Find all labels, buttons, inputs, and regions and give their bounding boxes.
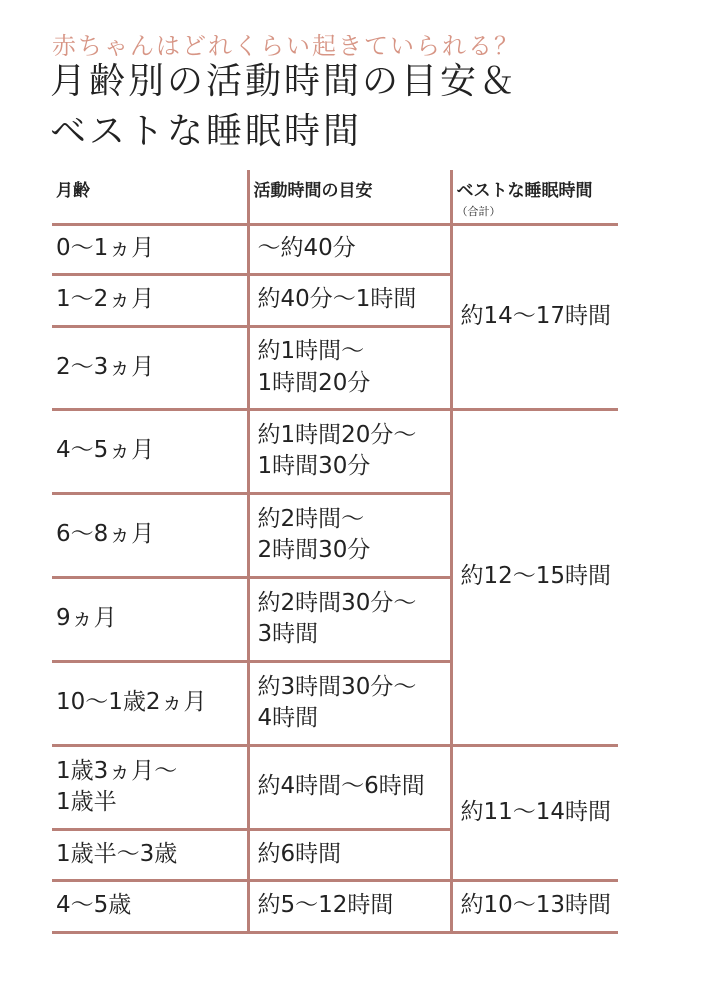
age-cell: 2〜3ヵ月 bbox=[52, 326, 248, 409]
header-activity bbox=[248, 170, 451, 224]
header-age-label: 月齢 bbox=[56, 181, 90, 201]
header-activity-label: 活動時間の目安 bbox=[253, 181, 373, 201]
activity-cell: 約4時間〜6時間 bbox=[248, 745, 451, 829]
header-age bbox=[52, 170, 248, 224]
activity-cell: 〜約40分 bbox=[248, 224, 451, 274]
title-line-2: ベストな睡眠時間 bbox=[50, 111, 363, 152]
sleep-cell: 約14〜17時間 bbox=[451, 224, 618, 409]
age-cell: 4〜5ヵ月 bbox=[52, 409, 248, 493]
sleep-cell: 約10〜13時間 bbox=[451, 880, 618, 932]
activity-cell: 約5〜12時間 bbox=[248, 880, 451, 932]
header-sleep-label: ベストな睡眠時間 bbox=[456, 181, 593, 201]
table-header-row bbox=[52, 170, 618, 224]
table-row bbox=[52, 745, 618, 829]
subtitle: 赤ちゃんはどれくらい起きていられる？ bbox=[52, 32, 520, 60]
age-cell: 1歳3ヵ月〜 1歳半 bbox=[52, 745, 248, 829]
title-line-1: 月齢別の活動時間の目安＆ bbox=[50, 61, 519, 102]
sleep-cell: 約12〜15時間 bbox=[451, 409, 618, 745]
activity-cell: 約3時間30分〜 4時間 bbox=[248, 661, 451, 745]
sleep-cell: 約11〜14時間 bbox=[451, 745, 618, 880]
age-cell: 6〜8ヵ月 bbox=[52, 493, 248, 577]
table-row bbox=[52, 880, 618, 932]
activity-cell: 約6時間 bbox=[248, 829, 451, 880]
age-cell: 1〜2ヵ月 bbox=[52, 274, 248, 326]
activity-cell: 約2時間〜 2時間30分 bbox=[248, 493, 451, 577]
activity-cell: 約40分〜1時間 bbox=[248, 274, 451, 326]
age-cell: 4〜5歳 bbox=[52, 880, 248, 932]
header-sleep bbox=[451, 170, 618, 224]
age-cell: 9ヵ月 bbox=[52, 577, 248, 661]
table-row bbox=[52, 409, 618, 493]
activity-cell: 約1時間20分〜 1時間30分 bbox=[248, 409, 451, 493]
activity-cell: 約2時間30分〜 3時間 bbox=[248, 577, 451, 661]
table-row bbox=[52, 224, 618, 274]
age-cell: 10〜1歳2ヵ月 bbox=[52, 661, 248, 745]
activity-cell: 約1時間〜 1時間20分 bbox=[248, 326, 451, 409]
header-sleep-note: （合計） bbox=[456, 205, 501, 218]
age-cell: 1歳半〜3歳 bbox=[52, 829, 248, 880]
activity-sleep-table bbox=[52, 170, 618, 934]
age-cell: 0〜1ヵ月 bbox=[52, 224, 248, 274]
